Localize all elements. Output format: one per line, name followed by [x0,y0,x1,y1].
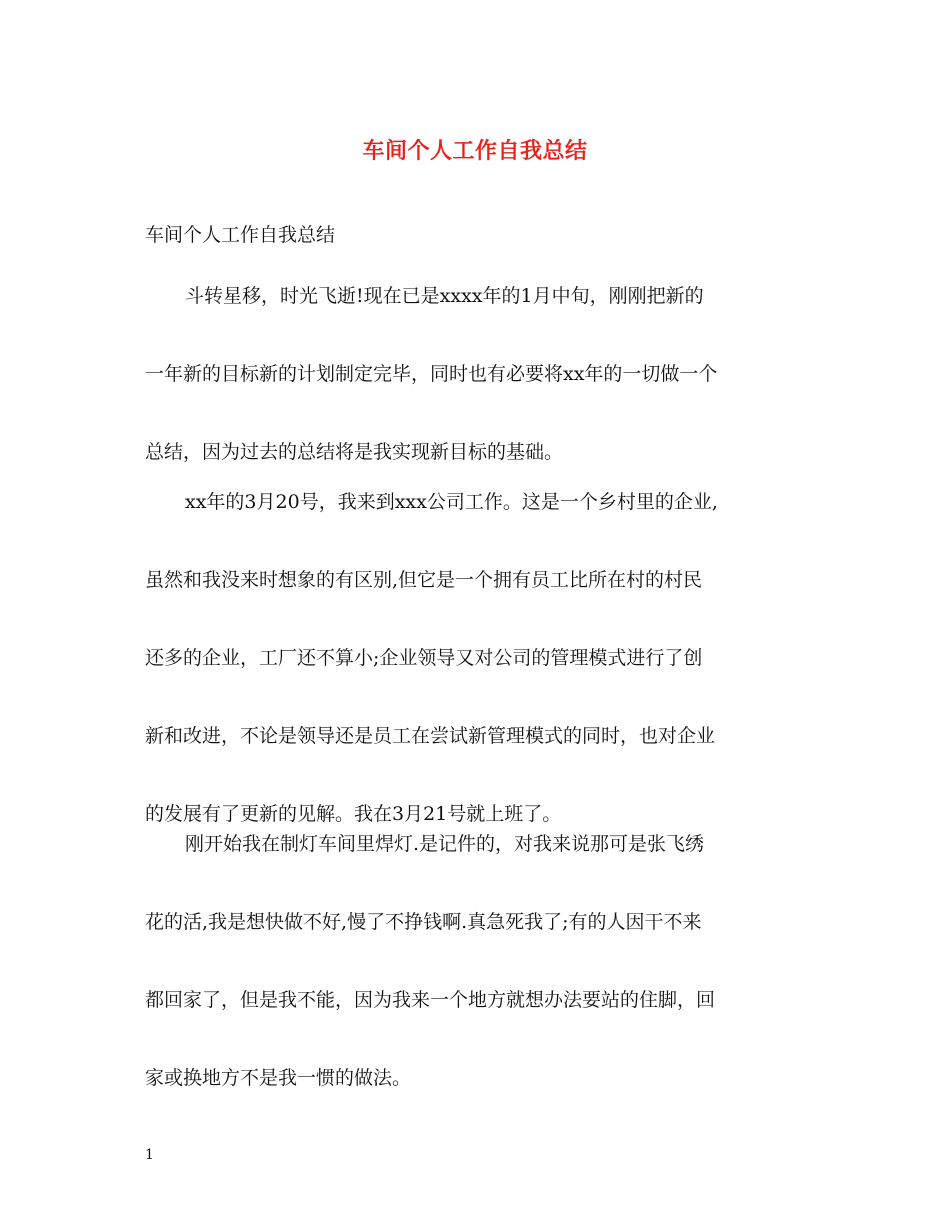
paragraph-line: 都回家了，但是我不能，因为我来一个地方就想办法要站的住脚，回 [145,989,716,1011]
paragraph-1 [145,281,815,467]
paragraph-line: xx年的3月20号，我来到xxx公司工作。这是一个乡村里的企业, [185,491,718,513]
paragraph-line: 家或换地方不是我一惯的做法。 [145,1067,412,1089]
paragraph-3 [145,829,815,1093]
document-subtitle: 车间个人工作自我总结 [145,224,336,246]
paragraph-line: 一年新的目标新的计划制定完毕，同时也有必要将xx年的一切做一个 [145,363,718,385]
page-number: 1 [145,1147,154,1163]
paragraph-line: 新和改进，不论是领导还是员工在尝试新管理模式的同时，也对企业 [145,725,716,747]
paragraph-line: 刚开始我在制灯车间里焊灯.是记件的，对我来说那可是张飞绣 [185,833,705,855]
document-title: 车间个人工作自我总结 [362,138,588,164]
paragraph-line: 花的活,我是想快做不好,慢了不挣钱啊.真急死我了;有的人因干不来 [145,911,702,933]
paragraph-line: 斗转星移，时光飞逝!现在已是xxxx年的1月中旬，刚刚把新的 [185,285,704,307]
paragraph-line: 还多的企业，工厂还不算小;企业领导又对公司的管理模式进行了创 [145,647,703,669]
paragraph-line: 总结，因为过去的总结将是我实现新目标的基础。 [145,441,564,463]
paragraph-2 [145,487,815,829]
paragraph-line: 的发展有了更新的见解。我在3月21号就上班了。 [145,803,562,825]
paragraph-line: 虽然和我没来时想象的有区别,但它是一个拥有员工比所在村的村民 [145,569,703,591]
